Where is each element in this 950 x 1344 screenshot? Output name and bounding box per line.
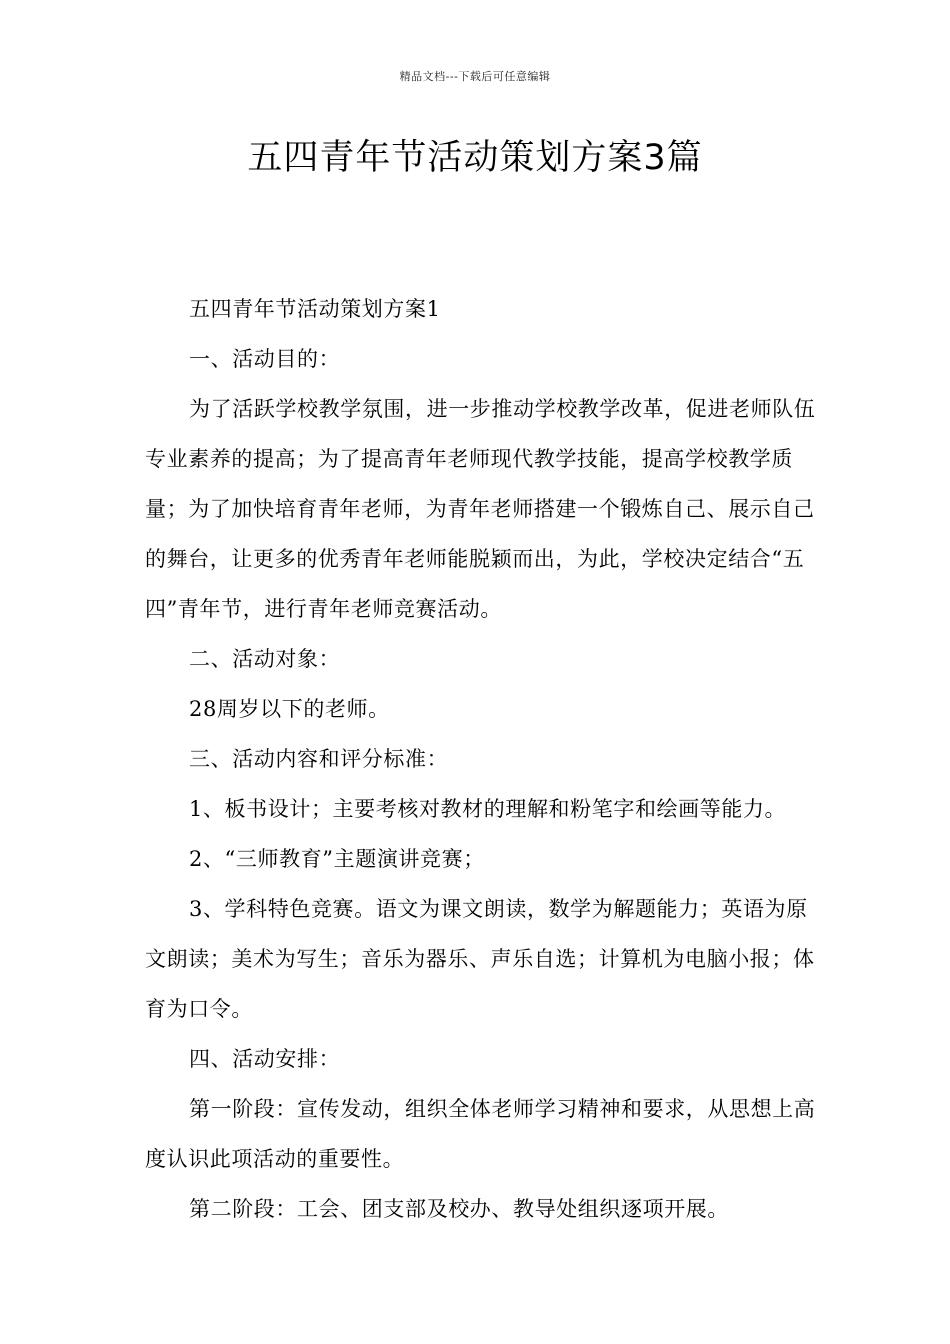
header-note: 精品文档---下载后可任意编辑 bbox=[399, 70, 551, 83]
paragraph: 28周岁以下的老师。 bbox=[189, 697, 390, 721]
paragraph: 第二阶段：工会、团支部及校办、教导处组织逐项开展。 bbox=[189, 1197, 729, 1221]
section-heading: 三、活动内容和评分标准： bbox=[189, 747, 449, 771]
paragraph: 2、“三师教育”主题演讲竞赛； bbox=[189, 847, 485, 871]
document-body bbox=[145, 284, 825, 1234]
paragraph: 1、板书设计；主要考核对教材的理解和粉笔字和绘画等能力。 bbox=[189, 797, 787, 821]
section-heading: 四、活动安排： bbox=[189, 1047, 341, 1071]
paragraph: 第一阶段：宣传发动，组织全体老师学习精神和要求，从思想上高度认识此项活动的重要性。 bbox=[145, 1097, 816, 1171]
section-heading: 一、活动目的： bbox=[189, 347, 341, 371]
paragraph: 3、学科特色竞赛。语文为课文朗读，数学为解题能力；英语为原文朗读；美术为写生；音乐为器乐、声乐自选；计算机为电脑小报；体育为口令。 bbox=[145, 897, 815, 1021]
section-heading: 五四青年节活动策划方案1 bbox=[189, 297, 441, 321]
paragraph: 为了活跃学校教学氛围，进一步推动学校教学改革，促进老师队伍专业素养的提高；为了提高青年老师现代教学技能，提高学校教学质量；为了加快培育青年老师，为青年老师搭建一个锻炼自己、展示自己的舞台，让更多的优秀青年老师能脱颖而出，为此，学校决定结合“五四”青年节，进行青年老师竞赛活动。 bbox=[145, 397, 816, 621]
section-heading: 二、活动对象： bbox=[189, 647, 341, 671]
document-title: 五四青年节活动策划方案3篇 bbox=[247, 138, 703, 178]
